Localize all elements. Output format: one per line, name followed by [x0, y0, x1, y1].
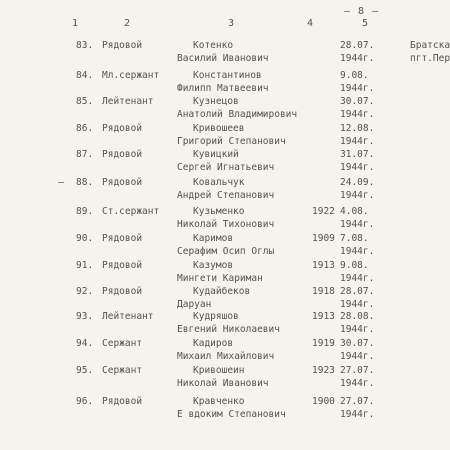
record-number: 87.	[76, 149, 94, 160]
record-row	[0, 337, 450, 367]
record-number: 86.	[76, 123, 94, 134]
record-number: 84.	[76, 70, 94, 81]
death-year: 1944г.	[340, 190, 375, 201]
surname: Константинов	[193, 70, 262, 81]
death-year: 1944г.	[340, 378, 375, 389]
death-date: 30.07.	[340, 338, 375, 349]
birth-year: 1913	[312, 311, 335, 322]
record-number: 93.	[76, 311, 94, 322]
record-number: 89.	[76, 206, 94, 217]
given-name: Серафим Осип Оглы	[177, 246, 275, 257]
surname: Кувицкий	[193, 149, 239, 160]
rank: Рядовой	[102, 396, 143, 407]
record-number: 91.	[76, 260, 94, 271]
column-header-2: 2	[124, 18, 131, 29]
birth-year: 1918	[312, 286, 335, 297]
record-row	[0, 232, 450, 262]
record-row	[0, 310, 450, 340]
record-row	[0, 148, 450, 178]
record-number: 90.	[76, 233, 94, 244]
burial-place-line1: Братска	[410, 40, 450, 51]
given-name: Михаил Михайлович	[177, 351, 275, 362]
surname: Казумов	[193, 260, 234, 271]
rank: Рядовой	[102, 177, 143, 188]
death-year: 1944г.	[340, 53, 375, 64]
surname: Кудайбеков	[193, 286, 251, 297]
record-row	[0, 395, 450, 425]
record-number: 88.	[76, 177, 94, 188]
surname: Кадиров	[193, 338, 234, 349]
given-name: Василий Иванович	[177, 53, 269, 64]
death-date: 28.07.	[340, 40, 375, 51]
death-year: 1944г.	[340, 83, 375, 94]
given-name: Евгений Николаевич	[177, 324, 280, 335]
column-header-3: 3	[228, 18, 235, 29]
surname: Кузьменко	[193, 206, 245, 217]
death-date: 24.09.	[340, 177, 375, 188]
rank: Лейтенант	[102, 311, 154, 322]
surname: Кравченко	[193, 396, 245, 407]
birth-year: 1913	[312, 260, 335, 271]
rank: Рядовой	[102, 260, 143, 271]
given-name: Сергей Игнатьевич	[177, 162, 275, 173]
rank: Рядовой	[102, 286, 143, 297]
death-date: 27.07.	[340, 365, 375, 376]
given-name: Николай Иванович	[177, 378, 269, 389]
rank: Ст.сержант	[102, 206, 160, 217]
death-date: 7.08.	[340, 233, 369, 244]
death-year: 1944г.	[340, 324, 375, 335]
death-year: 1944г.	[340, 273, 375, 284]
given-name: Мингети Кариман	[177, 273, 263, 284]
given-name: Филипп Матвеевич	[177, 83, 269, 94]
death-date: 4.08.	[340, 206, 369, 217]
surname: Каримов	[193, 233, 234, 244]
death-year: 1944г.	[340, 219, 375, 230]
death-date: 31.07.	[340, 149, 375, 160]
death-date: 28.07.	[340, 286, 375, 297]
birth-year: 1900	[312, 396, 335, 407]
surname: Ковальчук	[193, 177, 245, 188]
record-row	[0, 205, 450, 235]
given-name: Андрей Степанович	[177, 190, 275, 201]
rank: Рядовой	[102, 123, 143, 134]
record-number: 96.	[76, 396, 94, 407]
birth-year: 1919	[312, 338, 335, 349]
death-date: 9.08.	[340, 260, 369, 271]
column-header-4: 4	[307, 18, 314, 29]
death-year: 1944г.	[340, 351, 375, 362]
death-year: 1944г.	[340, 299, 375, 310]
record-row	[0, 176, 450, 206]
column-header-5: 5	[362, 18, 369, 29]
rank: Лейтенант	[102, 96, 154, 107]
surname: Кривошеин	[193, 365, 245, 376]
given-name: Григорий Степанович	[177, 136, 286, 147]
record-row	[0, 39, 450, 69]
record-number: 85.	[76, 96, 94, 107]
death-year: 1944г.	[340, 162, 375, 173]
death-year: 1944г.	[340, 136, 375, 147]
record-row	[0, 364, 450, 394]
record-number: 94.	[76, 338, 94, 349]
given-name: Анатолий Владимирович	[177, 109, 298, 120]
record-row	[0, 95, 450, 125]
given-name: Николай Тихонович	[177, 219, 275, 230]
death-year: 1944г.	[340, 409, 375, 420]
surname: Кривошеев	[193, 123, 245, 134]
column-header-1: 1	[72, 18, 79, 29]
death-date: 12.08.	[340, 123, 375, 134]
death-year: 1944г.	[340, 246, 375, 257]
surname: Кузнецов	[193, 96, 239, 107]
rank: Мл.сержант	[102, 70, 160, 81]
rank: Сержант	[102, 338, 143, 349]
death-date: 28.08.	[340, 311, 375, 322]
death-year: 1944г.	[340, 109, 375, 120]
rank: Рядовой	[102, 40, 143, 51]
death-date: 27.07.	[340, 396, 375, 407]
surname: Котенко	[193, 40, 234, 51]
given-name: Е вдоким Степанович	[177, 409, 286, 420]
rank: Рядовой	[102, 149, 143, 160]
rank: Сержант	[102, 365, 143, 376]
record-number: 95.	[76, 365, 94, 376]
given-name: Даруан	[177, 299, 212, 310]
record-number: 92.	[76, 286, 94, 297]
death-date: 30.07.	[340, 96, 375, 107]
page-number: – 8 –	[344, 6, 380, 17]
surname: Кудряшов	[193, 311, 239, 322]
birth-year: 1922	[312, 206, 335, 217]
burial-place-line2: пгт.Пер	[410, 53, 450, 64]
birth-year: 1909	[312, 233, 335, 244]
record-number: 83.	[76, 40, 94, 51]
birth-year: 1923	[312, 365, 335, 376]
death-date: 9.08.	[340, 70, 369, 81]
rank: Рядовой	[102, 233, 143, 244]
